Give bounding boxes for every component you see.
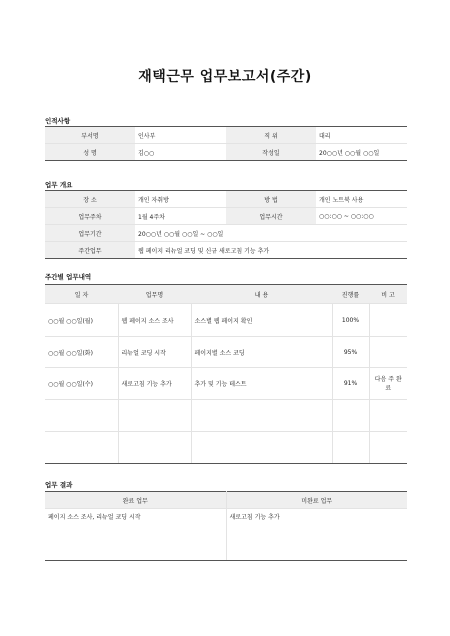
row-task: 리뉴얼 코딩 시작: [118, 337, 191, 368]
name-label: 성 명: [45, 144, 135, 161]
row-progress: 100%: [332, 304, 369, 337]
row-content: [191, 432, 332, 464]
method-value: 개인 노트북 사용: [316, 191, 407, 208]
row-task: [118, 432, 191, 464]
dept-value: 인사부: [135, 127, 226, 144]
row-content: 페이지별 소스 코딩: [191, 337, 332, 368]
row-note: [369, 304, 407, 337]
place-value: 개인 자취방: [135, 191, 226, 208]
hours-label: 업무시간: [226, 208, 316, 225]
row-content: [191, 400, 332, 432]
name-value: 김○○: [135, 144, 226, 161]
result-table: [45, 491, 407, 561]
row-progress: [332, 400, 369, 432]
row-date: [45, 432, 118, 464]
row-progress: 95%: [332, 337, 369, 368]
row-date: ○○월 ○○일(월): [45, 304, 118, 337]
row-note: [369, 400, 407, 432]
row-note: [369, 432, 407, 464]
dept-label: 부서명: [45, 127, 135, 144]
section-title-result: 업무 결과: [45, 481, 73, 489]
row-note: [369, 337, 407, 368]
row-task: 웹 페이지 소스 조사: [118, 304, 191, 337]
personnel-table: [45, 126, 407, 161]
date-label: 작성일: [226, 144, 316, 161]
row-progress: [332, 432, 369, 464]
row-content: 소스별 웹 페이지 확인: [191, 304, 332, 337]
table-row: [45, 432, 407, 464]
section-title-overview: 업무 개요: [45, 181, 73, 189]
row-task: [118, 400, 191, 432]
row-date: ○○월 ○○일(수): [45, 368, 118, 400]
page-title: 재택근무 업무보고서(주간): [138, 69, 312, 85]
table-row: [45, 337, 407, 368]
weekly-header-content: 내 용: [191, 285, 332, 304]
row-task: 새로고침 기능 추가: [118, 368, 191, 400]
date-value: 20○○년 ○○월 ○○일: [316, 144, 407, 161]
place-label: 장 소: [45, 191, 135, 208]
section-title-weekly: 주간별 업무내역: [45, 273, 92, 281]
row-date: ○○월 ○○일(화): [45, 337, 118, 368]
weekly-header-date: 일 자: [45, 285, 118, 304]
weekly-header-note: 비 고: [369, 285, 407, 304]
table-row: [45, 304, 407, 337]
done-value: 페이지 소스 조사, 리뉴얼 코딩 시작: [45, 509, 226, 561]
row-note: 다음 주 완료: [369, 368, 407, 400]
row-content: 추가 및 기능 테스트: [191, 368, 332, 400]
period-value: 20○○년 ○○월 ○○일 ~ ○○일: [135, 225, 407, 242]
weekly-table: [45, 284, 407, 464]
overview-table: [45, 190, 407, 259]
weekly-header-progress: 진행률: [332, 285, 369, 304]
period-label: 업무기간: [45, 225, 135, 242]
row-progress: 91%: [332, 368, 369, 400]
position-value: 대리: [316, 127, 407, 144]
row-date: [45, 400, 118, 432]
undone-header: 미완료 업무: [226, 492, 407, 509]
hours-value: ○○:○○ ~ ○○:○○: [316, 208, 407, 225]
position-label: 직 위: [226, 127, 316, 144]
weekly-header-task: 업무명: [118, 285, 191, 304]
done-header: 완료 업무: [45, 492, 226, 509]
method-label: 방 법: [226, 191, 316, 208]
main-task-label: 주간업무: [45, 242, 135, 259]
table-row: [45, 400, 407, 432]
table-row: [45, 368, 407, 400]
week-label: 업무주차: [45, 208, 135, 225]
undone-value: 새로고침 기능 추가: [226, 509, 407, 561]
week-value: 1월 4주차: [135, 208, 226, 225]
section-title-personnel: 인적사항: [45, 117, 71, 125]
main-task-value: 웹 페이지 리뉴얼 코딩 및 신규 새로고침 기능 추가: [135, 242, 407, 259]
